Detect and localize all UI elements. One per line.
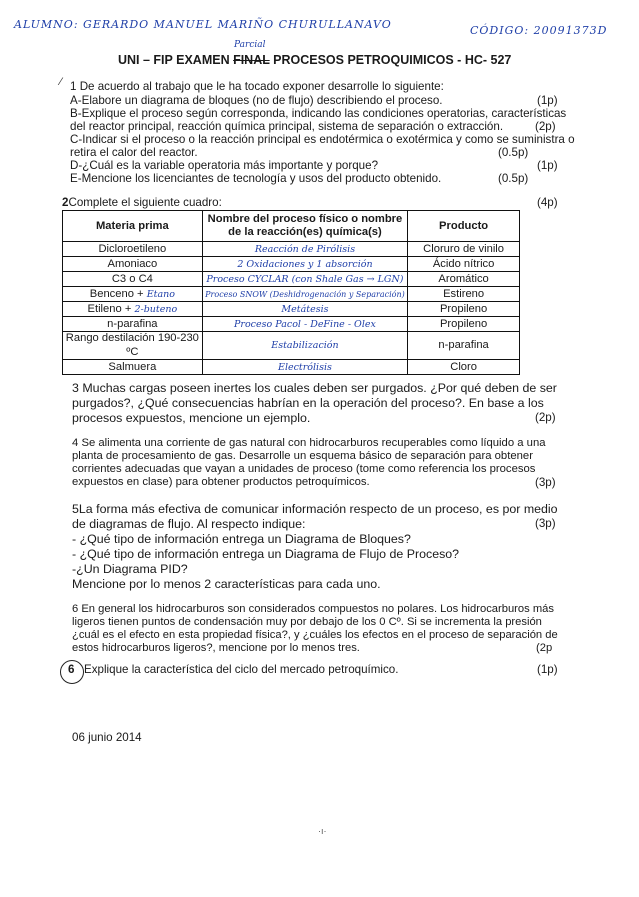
cell-producto: Cloro	[408, 360, 520, 375]
q1-c-line2: retira el calor del reactor.	[70, 146, 198, 159]
cell-materia: Amoniaco	[63, 257, 203, 272]
page-mark: ·ı·	[318, 826, 327, 836]
q2-text: Complete el siguiente cuadro:	[68, 196, 222, 209]
q3-line3: procesos expuestos, mencione un ejemplo.	[72, 411, 311, 425]
cell-proceso: Proceso Pacol - DeFine - Olex	[202, 317, 407, 332]
cell-proceso: Estabilización	[202, 332, 407, 360]
q5-line3: - ¿Qué tipo de información entrega un Diagrama de Bloques?	[72, 532, 411, 546]
q5-line4: - ¿Qué tipo de información entrega un Diagrama de Flujo de Proceso?	[72, 547, 460, 561]
q2-points: (4p)	[537, 196, 558, 209]
parcial-annotation: Parcial	[234, 40, 266, 50]
table-row	[63, 272, 520, 287]
q6a-line2: ligeros tienen puntos de condensación muy por debajo de los 0 Cº. Si se incrementa la presión	[72, 616, 542, 628]
q4-points: (3p)	[535, 476, 556, 489]
cell-proceso: 2 Oxidaciones y 1 absorción	[202, 257, 407, 272]
cell-producto: Propileno	[408, 317, 520, 332]
cell-materia: C3 o C4	[63, 272, 203, 287]
q5-line2: de diagramas de flujo. Al respecto indique:	[72, 517, 306, 531]
cell-materia: Dicloroetileno	[63, 242, 203, 257]
exam-title	[118, 53, 511, 67]
q3-number: 3	[72, 381, 79, 395]
q3-line1: 3 Muchas cargas poseen inertes los cuales deben ser purgados. ¿Por qué deben de ser	[72, 381, 557, 395]
q1-a: A-Elabore un diagrama de bloques (no de flujo) describiendo el proceso.	[70, 94, 443, 107]
column-header-producto: Producto	[408, 211, 520, 242]
q1-d: D-¿Cuál es la variable operatoria más importante y porque?	[70, 159, 379, 172]
cell-producto: Propileno	[408, 302, 520, 317]
q6a-line4: estos hidrocarburos ligeros?, mencione por lo menos tres.	[72, 642, 360, 654]
title-suffix: PROCESOS PETROQUIMICOS - HC- 527	[269, 53, 512, 67]
table-row	[63, 257, 520, 272]
q5-number: 5	[72, 502, 79, 516]
q1-b-line1: B-Explique el proceso según corresponda, indicando las condiciones operatorias, características	[70, 107, 567, 120]
q3-line2: purgados?, ¿Qué consecuencias habrían en la operación del proceso?. En base a los	[72, 396, 544, 410]
cell-proceso: Reacción de Pirólisis	[202, 242, 407, 257]
table-row	[63, 332, 520, 360]
cell-proceso: Electrólisis	[202, 360, 407, 375]
student-code: CÓDIGO: 20091373D	[470, 24, 608, 37]
q1-intro	[70, 80, 444, 93]
q4-line3: corrientes adecuadas que vayan a unidades de proceso (tome como referencia los procesos	[72, 463, 536, 475]
check-mark-icon: ⁄	[60, 76, 62, 88]
cell-materia: n-parafina	[63, 317, 203, 332]
q5-line5: -¿Un Diagrama PID?	[72, 562, 188, 576]
cell-producto: Estireno	[408, 287, 520, 302]
cell-producto: Cloruro de vinilo	[408, 242, 520, 257]
q6b-text: Explique la característica del ciclo del mercado petroquímico.	[84, 663, 399, 676]
q6b-number: 6	[68, 663, 75, 676]
q1-e: E-Mencione los licenciantes de tecnología y usos del producto obtenido.	[70, 172, 442, 185]
student-name: ALUMNO: GERARDO MANUEL MARIÑO CHURULLANAVO	[14, 18, 392, 31]
column-header-materia: Materia prima	[63, 211, 203, 242]
q4-line4: expuestos en clase) para obtener productos petroquímicos.	[72, 476, 370, 488]
table-row	[63, 360, 520, 375]
cell-materia: Etileno + 2-buteno	[63, 302, 203, 317]
q1-intro-text: De acuerdo al trabajo que le ha tocado exponer desarrolle lo siguiente:	[79, 80, 444, 93]
cell-producto: Aromático	[408, 272, 520, 287]
q1-number: 1	[70, 80, 77, 93]
q5-line6: Mencione por lo menos 2 características para cada uno.	[72, 577, 381, 591]
cell-materia: Salmuera	[63, 360, 203, 375]
q5-line1: 5La forma más efectiva de comunicar información respecto de un proceso, es por medio	[72, 502, 558, 516]
q6a-line3: ¿cuál es el efecto en esta propiedad física?, y ¿cuáles los efectos en el proceso de separación de	[72, 629, 558, 641]
table-row	[63, 287, 520, 302]
cell-producto: n-parafina	[408, 332, 520, 360]
q1-b-points: (2p)	[535, 120, 556, 133]
q6b-points: (1p)	[537, 663, 558, 676]
q3-points: (2p)	[535, 411, 556, 424]
q1-c-points: (0.5p)	[498, 146, 529, 159]
cell-proceso: Proceso CYCLAR (con Shale Gas → LGN)	[202, 272, 407, 287]
column-header-proceso: Nombre del proceso físico o nombre de la reacción(es) química(s)	[202, 211, 407, 242]
table-row	[63, 302, 520, 317]
q2-prompt	[62, 196, 222, 209]
title-prefix: UNI – FIP EXAMEN	[118, 53, 234, 67]
q6a-line1: 6 En general los hidrocarburos son considerados compuestos no polares. Los hidrocarburos más	[72, 603, 554, 615]
q6a-number: 6	[72, 603, 79, 615]
q1-a-points: (1p)	[537, 94, 558, 107]
q1-b-line2: del reactor principal, reacción química principal, sistema de separación o extracción.	[70, 120, 504, 133]
q1-c-line1: C-Indicar si el proceso o la reacción principal es endotérmica o exotérmica y como se suministra o	[70, 133, 575, 146]
cell-producto: Ácido nítrico	[408, 257, 520, 272]
table-row	[63, 317, 520, 332]
cell-proceso: Proceso SNOW (Deshidrogenación y Separación)	[202, 287, 407, 302]
cell-materia: Rango destilación 190-230 ºC	[63, 332, 203, 360]
q5-points: (3p)	[535, 517, 556, 530]
table-row	[63, 242, 520, 257]
q4-line2: planta de procesamiento de gas. Desarrolle un esquema básico de separación para obtener	[72, 450, 533, 462]
table-header-row	[63, 211, 520, 242]
process-table	[62, 210, 520, 375]
cell-materia: Benceno + Etano	[63, 287, 203, 302]
exam-date: 06 junio 2014	[72, 731, 142, 744]
cell-proceso: Metátesis	[202, 302, 407, 317]
q1-e-points: (0.5p)	[498, 172, 529, 185]
q4-line1: 4 Se alimenta una corriente de gas natural con hidrocarburos recuperables como líquido a una	[72, 437, 546, 449]
q4-number: 4	[72, 437, 79, 449]
q2-number: 2	[62, 196, 69, 209]
title-struck-word: FINAL	[233, 53, 270, 67]
q6a-points: (2p	[536, 642, 553, 654]
q1-d-points: (1p)	[537, 159, 558, 172]
